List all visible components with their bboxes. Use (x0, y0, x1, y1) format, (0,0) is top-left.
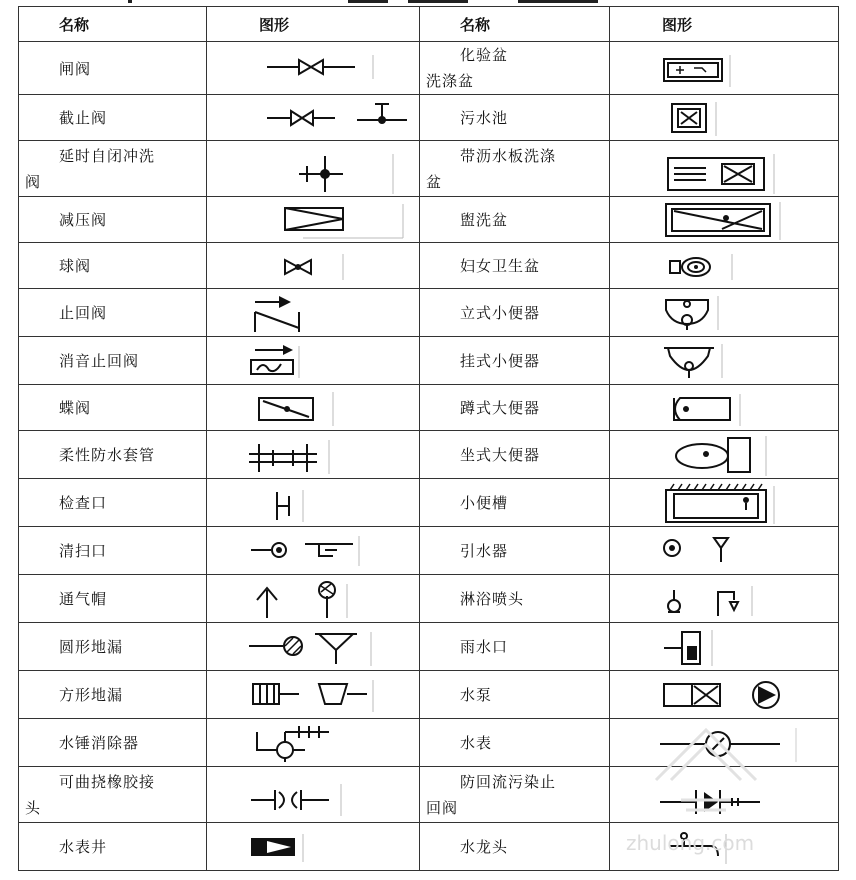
left-name-line: 可曲挠橡胶接 (59, 772, 156, 791)
left-symbol-cell (207, 289, 420, 337)
right-name-line: 化验盆 (460, 46, 509, 64)
table-row (19, 289, 839, 337)
pressure-reducing-valve-icon (207, 198, 418, 242)
right-name-line: 挂式小便器 (460, 352, 541, 370)
globe-valve-icon (207, 96, 418, 140)
left-name-line: 阀 (25, 172, 42, 191)
butterfly-valve-icon (207, 386, 418, 430)
left-name-cell (19, 289, 207, 337)
left-symbol-cell (207, 197, 420, 243)
right-symbol-cell (610, 337, 839, 385)
left-symbol-cell (207, 719, 420, 767)
left-name-cell (19, 141, 207, 197)
left-name-cell (19, 719, 207, 767)
left-name-cell (19, 42, 207, 95)
header-row (19, 7, 839, 42)
right-name-cell (420, 623, 610, 671)
right-name-line: 坐式大便器 (460, 446, 541, 464)
table-row (19, 243, 839, 289)
right-name-line: 水泵 (460, 686, 493, 704)
gate-valve-icon (207, 44, 418, 92)
check-valve-icon (207, 290, 418, 336)
table-row (19, 337, 839, 385)
right-symbol-cell (610, 527, 839, 575)
right-name-cell (420, 243, 610, 289)
right-name-line: 雨水口 (460, 638, 509, 656)
right-symbol-cell (610, 289, 839, 337)
left-symbol-cell (207, 141, 420, 197)
left-name-line: 水锤消除器 (59, 734, 140, 752)
right-name-line: 洗涤盆 (426, 72, 475, 90)
flexible-rubber-joint-icon (207, 768, 418, 822)
flexible-waterproof-sleeve-icon (207, 432, 418, 478)
left-symbol-cell (207, 623, 420, 671)
left-name-cell (19, 767, 207, 823)
vent-cap-icon (207, 576, 418, 622)
left-name-cell (19, 671, 207, 719)
left-name-line: 通气帽 (59, 590, 108, 608)
right-name-line: 带沥水板洗涤 (460, 146, 557, 165)
right-name-line: 盆 (426, 172, 443, 191)
right-name-line: 水龙头 (460, 838, 509, 856)
left-symbol-cell (207, 42, 420, 95)
right-name-cell (420, 671, 610, 719)
table-row (19, 95, 839, 141)
header-symbol-left: 图形 (207, 7, 420, 42)
left-name-line: 清扫口 (59, 542, 108, 560)
left-symbol-cell (207, 767, 420, 823)
table-row (19, 197, 839, 243)
left-name-line: 延时自闭冲洗 (59, 146, 156, 165)
table-row (19, 527, 839, 575)
left-symbol-cell (207, 385, 420, 431)
meter-well-icon (207, 824, 418, 870)
squat-toilet-icon (610, 386, 837, 430)
table-row (19, 575, 839, 623)
right-name-line: 立式小便器 (460, 304, 541, 322)
right-name-cell (420, 289, 610, 337)
right-name-line: 妇女卫生盆 (460, 257, 541, 275)
left-name-line: 截止阀 (59, 109, 108, 127)
left-symbol-cell (207, 823, 420, 871)
right-symbol-cell (610, 479, 839, 527)
right-name-cell (420, 767, 610, 823)
right-symbol-cell (610, 197, 839, 243)
table-row (19, 141, 839, 197)
inspection-port-icon (207, 480, 418, 526)
left-name-line: 止回阀 (59, 304, 108, 322)
right-symbol-cell (610, 575, 839, 623)
left-symbol-cell (207, 527, 420, 575)
right-name-line: 引水器 (460, 542, 509, 560)
header-symbol-right: 图形 (610, 7, 839, 42)
left-name-line: 消音止回阀 (59, 352, 140, 370)
sitting-toilet-icon (610, 432, 837, 478)
left-name-cell (19, 575, 207, 623)
left-name-line: 闸阀 (59, 59, 92, 78)
left-symbol-cell (207, 337, 420, 385)
left-name-line: 水表井 (59, 838, 108, 856)
rainwater-inlet-icon (610, 624, 837, 670)
left-symbol-cell (207, 243, 420, 289)
table-row (19, 42, 839, 95)
left-name-line: 减压阀 (59, 211, 108, 229)
ball-valve-icon (207, 244, 418, 288)
left-name-cell (19, 243, 207, 289)
left-name-line: 检查口 (59, 494, 108, 512)
left-name-cell (19, 337, 207, 385)
right-symbol-cell (610, 623, 839, 671)
silent-check-valve-icon (207, 338, 418, 384)
left-name-cell (19, 823, 207, 871)
right-name-line: 水表 (460, 734, 493, 752)
sewage-basin-icon (610, 96, 837, 140)
left-name-cell (19, 623, 207, 671)
left-name-line: 圆形地漏 (59, 638, 124, 656)
left-symbol-cell (207, 671, 420, 719)
right-name-line: 小便槽 (460, 494, 509, 512)
watermark-text: zhulong.com (626, 831, 755, 855)
right-name-cell (420, 42, 610, 95)
right-symbol-cell (610, 385, 839, 431)
left-name-line: 球阀 (59, 257, 92, 275)
left-name-cell (19, 385, 207, 431)
table-row (19, 431, 839, 479)
shower-head-icon (610, 576, 837, 622)
right-name-cell (420, 385, 610, 431)
header-name-right: 名称 (420, 7, 610, 42)
right-name-line: 淋浴喷头 (460, 590, 525, 608)
right-name-cell (420, 527, 610, 575)
left-name-line: 头 (25, 798, 42, 817)
right-name-line: 回阀 (426, 798, 459, 817)
table-row (19, 385, 839, 431)
lab-sink-icon (610, 44, 837, 92)
right-name-line: 污水池 (460, 109, 509, 127)
water-hammer-arrester-icon (207, 720, 418, 766)
left-symbol-cell (207, 575, 420, 623)
table-row (19, 623, 839, 671)
left-symbol-cell (207, 479, 420, 527)
right-name-cell (420, 575, 610, 623)
right-symbol-cell (610, 431, 839, 479)
delay-flush-valve-icon (207, 142, 418, 196)
left-name-line: 蝶阀 (59, 399, 92, 417)
right-name-cell (420, 141, 610, 197)
left-symbol-cell (207, 95, 420, 141)
header-name-left: 名称 (19, 7, 207, 42)
left-name-cell (19, 197, 207, 243)
right-name-line: 防回流污染止 (460, 772, 557, 791)
right-symbol-cell (610, 95, 839, 141)
right-name-cell (420, 337, 610, 385)
right-name-cell (420, 95, 610, 141)
left-name-cell (19, 479, 207, 527)
sink-with-drainboard-icon (610, 142, 837, 196)
bidet-icon (610, 244, 837, 288)
right-name-cell (420, 197, 610, 243)
round-floor-drain-icon (207, 624, 418, 670)
left-name-cell (19, 431, 207, 479)
left-name-cell (19, 95, 207, 141)
table-row (19, 479, 839, 527)
right-name-cell (420, 719, 610, 767)
right-name-line: 盥洗盆 (460, 211, 509, 229)
watermark-logo (616, 710, 796, 860)
right-name-cell (420, 479, 610, 527)
right-name-cell (420, 431, 610, 479)
left-name-line: 方形地漏 (59, 686, 124, 704)
wall-urinal-icon (610, 338, 837, 384)
right-name-cell (420, 823, 610, 871)
left-symbol-cell (207, 431, 420, 479)
left-name-line: 柔性防水套管 (59, 446, 156, 464)
right-symbol-cell (610, 42, 839, 95)
right-symbol-cell (610, 141, 839, 197)
cleanout-icon (207, 528, 418, 574)
square-floor-drain-icon (207, 672, 418, 718)
left-name-cell (19, 527, 207, 575)
wash-basin-icon (610, 198, 837, 242)
right-symbol-cell (610, 243, 839, 289)
water-diverter-icon (610, 528, 837, 574)
floor-urinal-icon (610, 290, 837, 336)
right-name-line: 蹲式大便器 (460, 399, 541, 417)
urinal-trough-icon (610, 480, 837, 526)
